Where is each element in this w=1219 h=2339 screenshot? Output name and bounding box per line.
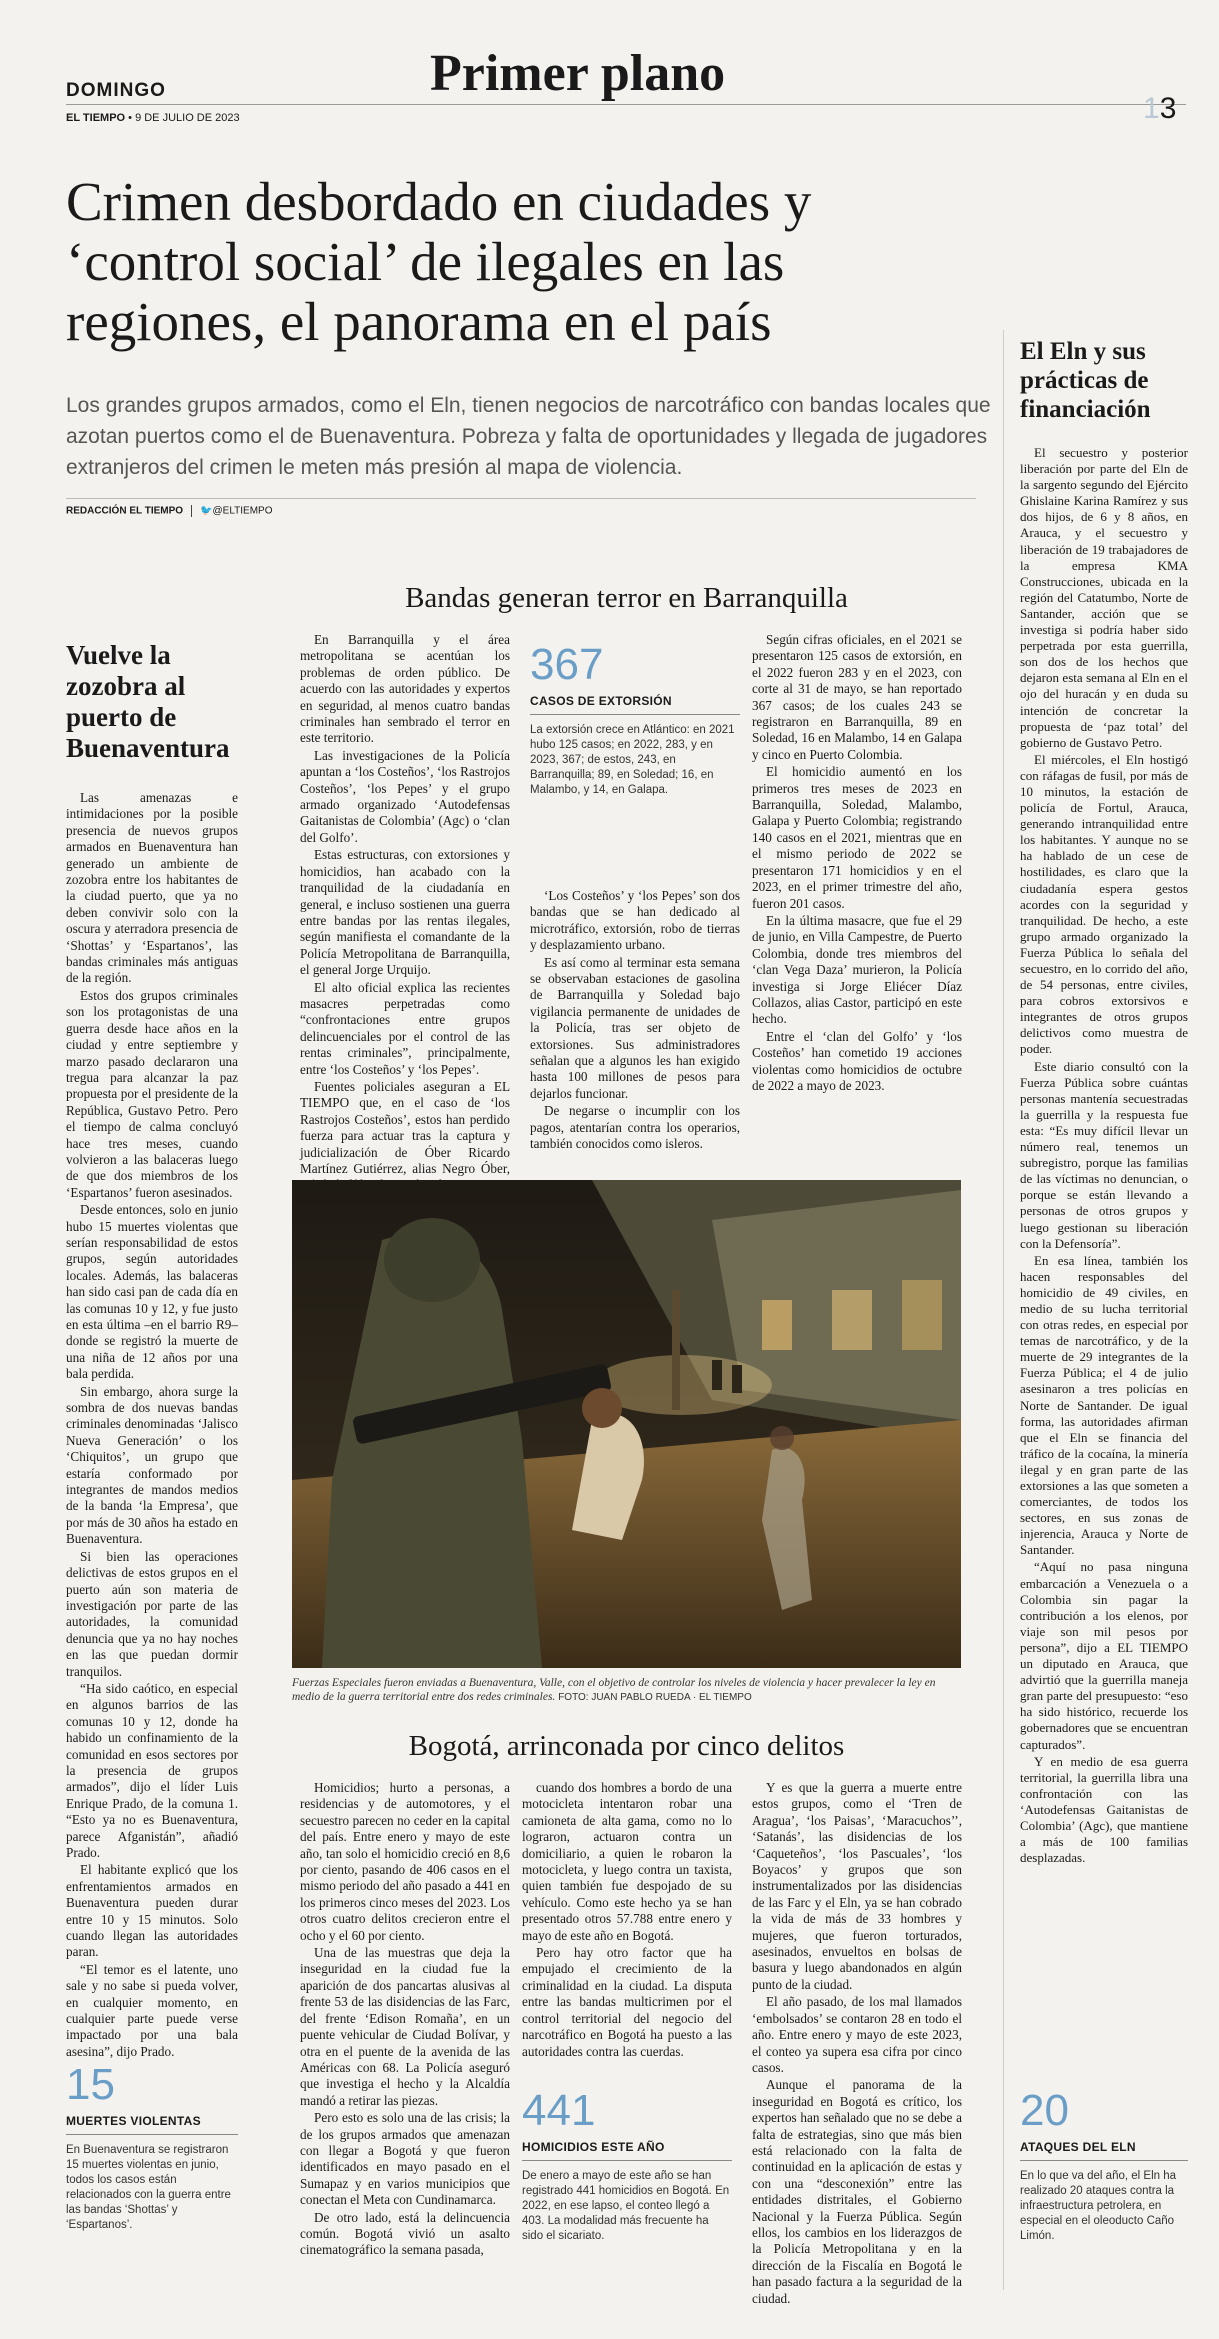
stat-number: 441 [522, 2086, 596, 2135]
paper-dateline [66, 112, 240, 124]
caption-text: Fuerzas Especiales fueron enviadas a Buenaventura, Valle, con el objetivo de controlar los niveles de violencia y hacer prevalecer la ley en medio de la guerra territorial entre dos redes criminales. [292, 1677, 936, 1703]
buenaventura-title: Vuelve la zozobra al puerto de Buenaventura [66, 640, 230, 763]
paragraph: El miércoles, el Eln hostigó con ráfagas de fusil, por más de 10 minutos, la estación de policía de Fortul, Arauca, generando intranquilidad entre los habitantes. Y aunque no se ha hablado de un cese de hostilidades, es claro que la ciudadanía espera gestos acordes con la seguridad y tranquilidad. De hecho, a este grupo armado organizado la Fuerza Pública lo señala del secuestro, en lo corrido del año, de 54 personas, entre civiles, para cobros extorsivos e integrantes de otros grupos delictivos como muestra de poder. [1020, 751, 1188, 1057]
news-photo [292, 1180, 961, 1668]
paper-name: EL TIEMPO [66, 112, 126, 124]
bogota-col2 [522, 1780, 732, 2061]
paragraph: De otro lado, está la delincuencia común. Bogotá vivió un asalto cinematográfico la semana pasada, [300, 2209, 510, 2258]
paragraph: Pero hay otro factor que ha empujado el crecimiento de la criminalidad en la ciudad. La disputa entre las bandas multicrimen por el control territorial del negocio del narcotráfico en Bogotá ha puesto a las autoridades contra las cuerdas. [522, 1945, 732, 2059]
stat-label: HOMICIDIOS ESTE AÑO [522, 2140, 665, 2154]
stat-rule [522, 2160, 732, 2161]
bogota-col1 [300, 1780, 510, 2260]
paragraph: Fuentes policiales aseguran a EL TIEMPO que, en el caso de ‘los Rastrojos Costeños’, estos han perdido fuerza para actuar tras la captura y judicialización de Óber Ricardo Martínez Gutiérrez, alias Negro Óber, [300, 1078, 510, 1176]
eln-body [1020, 445, 1188, 1867]
paragraph: En Barranquilla y el área metropolitana se acentúan los problemas de orden público. De acuerdo con las autoridades y expertos en seguridad, al menos cuatro bandas criminales han sembrado el terror en este territorio. [300, 632, 510, 746]
stat-number: 15 [66, 2060, 115, 2109]
stat-box-muertes [66, 2060, 238, 2233]
paragraph: Las amenazas e intimidaciones por la posible presencia de nuevos grupos armados en Buenaventura han generado un ambiente de zozobra entre los habitantes de la ciudad puerto, que ya no deben convivir solo con la oscura y aterradora presencia de ‘Shottas’ y ‘Espartanos’, las bandas criminales más antiguas de la región. [66, 790, 238, 986]
stat-box-ataques [1020, 2086, 1188, 2244]
paragraph: ‘Los Costeños’ y ‘los Pepes’ son dos bandas que se han dedicado al microtráfico, extorsión, robo de tierras y desplazamiento urbano. [530, 888, 740, 953]
paragraph: Estos dos grupos criminales son los protagonistas de una guerra desde hace años en la ciudad y entre septiembre y marzo pasado declararon una tregua para alcanzar la paz propuesta por el presidente de la República, Gustavo Petro. Pero el tiempo de calma concluyó hace tres meses, cuando volvieron a las balaceras luego de que dos miembros de los ‘Espartanos’ fueron asesinados. [66, 987, 238, 1200]
deck: Los grandes grupos armados, como el Eln, tienen negocios de narcotráfico con bandas locales que azotan puertos como el de Buenaventura. Pobreza y falta de oportunidades y llegada de jugadores extranjeros del crimen le meten más presión al mapa de violencia. [66, 394, 991, 479]
paragraph: “Ha sido caótico, en especial en algunos barrios de las comunas 10 y 12, donde ha habido un confinamiento de la comunidad en esos sectores por la presencia de grupos armados”, dijo el líder Luis Enrique Prado, de la comuna 1. “Esto ya no es Buenaventura, parece Afganistán”, añadió Prado. [66, 1680, 238, 1860]
header-rule [66, 104, 1186, 105]
barranquilla-col3 [752, 632, 962, 1095]
barranquilla-col2 [530, 888, 740, 1154]
paragraph: En la última masacre, que fue el 29 de junio, en Villa Campestre, de Puerto Colombia, donde tres miembros del ‘clan Vega Daza’ murieron, la Policía investiga si Jorge Eliécer Díaz Collazos, alias Castor, participó en este hecho. [752, 912, 962, 1027]
paragraph: Y es que la guerra a muerte entre estos grupos, como el ‘Tren de Aragua’, ‘los Paisas’, ‘Maracuchos’’, ‘Satanás’, las disidencias de los ‘Caqueteños’, ‘los Pascuales’, ‘los Boyacos’ y grupos que son instrumentalizados por las disidencias de las Farc y el Eln, ya se han cobrado la vida de más de 33 hombres y mujeres, que fueron torturados, asesinados, envueltos en bolsas de basura y luego abandonados en algún punto de la ciudad. [752, 1780, 962, 1992]
photo-caption [292, 1676, 961, 1705]
paragraph: Este diario consultó con la Fuerza Pública sobre cuántas personas mantenía secuestradas la guerrilla y la respuesta fue esta: “Es muy difícil llevar un número real, tenemos un subregistro, porque las familias de las víctimas no denuncian, o porque se están llevando a personas de otros grupos y luego gestionan su liberación con la Defensoría”. [1020, 1058, 1188, 1251]
paragraph: En esa línea, también los hacen responsables del homicidio de 49 civiles, en medio de su lucha territorial con otras redes, en especial por temas de narcotráfico, y de la muerte de 29 integrantes de la Fuerza Pública; el 4 de julio asesinaron a tres policías en Norte de Santander. De igual forma, las autoridades afirman que el Eln se financia del tráfico de la cocaína, la minería ilegal y en gran parte de las extorsiones a las que someten a comerciantes, de todos los sectores, en sus zonas de injerencia, Arauca y Norte de Santander. [1020, 1252, 1188, 1558]
page-number [1143, 92, 1176, 126]
paragraph: De negarse o incumplir con los pagos, atentarían contra los operarios, también conocidos como isleros. [530, 1103, 740, 1152]
paragraph: “Aquí no pasa ninguna embarcación a Venezuela o a Colombia sin pagar la contribución a los elenos, por viaje son mil pesos por persona”, dijo a EL TIEMPO un diputado en Arauca, que advirtió que la guerrilla maneja gran parte del presupuesto: “eso ha sido histórico, recuerde los gobernadores que se encuentran capturados”. [1020, 1559, 1188, 1752]
stat-box-extorsion [530, 640, 740, 798]
paragraph: Estas estructuras, con extorsiones y homicidios, han acabado con la tranquilidad de la ciudadanía en general, e incluso sostienen una guerra entre bandas por las rentas ilegales, según manifiesta el comandante de la Policía Metropolitana de Barranquilla, el general Jorge Urquijo. [300, 847, 510, 978]
paragraph: Si bien las operaciones delictivas de estos grupos en el puerto aún son materia de investigación por parte de las autoridades, la comunidad denuncia que ya no hay noches en las que puedan dormir tranquilos. [66, 1548, 238, 1679]
photo-illustration [292, 1180, 961, 1668]
stat-text: La extorsión crece en Atlántico: en 2021 hubo 125 casos; en 2022, 283, y en 2023, 367; de estos, 243, en Barranquilla; 89, en Soledad; 16, en Malambo, y 14, en Galapa. [530, 724, 735, 796]
paragraph: cuando dos hombres a bordo de una motocicleta intentaron robar una camioneta de alta gama, como no lo lograron, actuaron contra un domiciliario, a quien le robaron la motocicleta, y luego contra un taxista, quien también fue despojado de su vehículo. Como este hecho ya se han presentado otros 57.788 entre enero y mayo de este año en Bogotá. [522, 1780, 732, 1943]
paragraph: El alto oficial explica las recientes masacres perpetradas como “confrontaciones entre grupos delincuenciales por el control de las rentas criminales”, principalmente, entre ‘los Costeños’ y ‘los Pepes’. [300, 979, 510, 1077]
barranquilla-title: Bandas generan terror en Barranquilla [405, 582, 848, 614]
paragraph: Según cifras oficiales, en el 2021 se presentaron 125 casos de extorsión, en el 2022 fueron 283 y en el 2023, con corte al 31 de mayo, se han reportado 367 casos; de los cuales 243 se registraron en Barranquilla, 89 en Soledad, 16 en Malambo, 14 en Galapa y cinco en Puerto Colombia. [752, 632, 962, 762]
paragraph: Aunque el panorama de la inseguridad en Bogotá es crítico, los expertos han señalado que no se debe a falta de estrategias, sino que más bien está relacionado con la falta de continuidad en la aplicación de estas y con una “desconexión” entre las entidades distritales, el Gobierno Nacional y la Fuerza Pública. Según ellos, los cambios en los liderazgos de la Policía Metropolitana y en la dirección de la Fiscalía en Bogotá le han pasado factura a la seguridad de la ciudad. [752, 2077, 962, 2306]
stat-text: De enero a mayo de este año se han registrado 441 homicidios en Bogotá. En 2022, en ese lapso, el conteo llegó a 403. La modalidad más frecuente ha sido el sicariato. [522, 2170, 730, 2242]
stat-number: 20 [1020, 2086, 1069, 2135]
paragraph: El homicidio aumentó en los primeros tres meses de 2023 en Barranquilla, Soledad, Malambo, Galapa y Puerto Colombia; registrando 140 casos en el 2021, mientras que en el mismo periodo de 2022 se presentaron 171 homicidios y en el 2023, en el primer trimestre del año, fueron 201 casos. [752, 764, 962, 911]
paragraph: Entre el ‘clan del Golfo’ y ‘los Costeños’ han cometido 19 acciones violentas como homicidios de octubre de 2022 a mayo de 2023. [752, 1028, 962, 1093]
section-title: Primer plano [430, 45, 726, 102]
paragraph: Una de las muestras que deja la inseguridad en la ciudad fue la aparición de dos pancartas alusivas al frente 53 de las disidencias de las Farc, del frente ‘Edison Romaña’, en un puente vehicular de Ciudad Bolívar, y otra en el puente de la avenida de las Américas con 68. La Policía aseguró que investiga el hecho y la Alcaldía mandó a retirar las piezas. [300, 1945, 510, 2108]
byline-author: REDACCIÓN EL TIEMPO [66, 505, 184, 517]
stat-text: En lo que va del año, el Eln ha realizado 20 ataques contra la infraestructura petrolera, en especial en el oleoducto Caño Limón. [1020, 2170, 1177, 2242]
paragraph: Desde entonces, solo en junio hubo 15 muertes violentas que serían responsabilidad de estos grupos, según autoridades locales. Además, las balaceras han sido casi pan de cada día en las comunas 10 y 12, y fue justo en esta última –en el barrio R9– donde se registró la muerte de una niña de 12 años por una bala perdida. [66, 1202, 238, 1382]
paragraph: El año pasado, de los mal llamados ‘embolsados’ se contaron 28 en todo el año. Entre enero y mayo de este 2023, el conteo ya supera esa cifra por cinco casos. [752, 1994, 962, 2075]
paragraph: Sin embargo, ahora surge la sombra de dos nuevas bandas criminales denominadas ‘Jalisco Nueva Generación’ o los ‘Chiquitos’, un grupo que estaría conformado por integrantes de mandos medios de la banda ‘la Empresa’, que por más de 30 años ha estado en Buenaventura. [66, 1383, 238, 1547]
stat-label: ATAQUES DEL ELN [1020, 2140, 1136, 2154]
edition-day: DOMINGO [66, 80, 166, 101]
column-divider [1003, 330, 1004, 2290]
stat-rule [530, 714, 740, 715]
paragraph: Pero esto es solo una de las crisis; la de los grupos armados que amenazan con llegar a Bogotá y que fueron identificados en mayo pasado en el Sumapaz y en varios municipios que conectan el Meta con Cundinamarca. [300, 2110, 510, 2208]
paragraph: Homicidios; hurto a personas, a residencias y de automotores, y el secuestro parecen no ceder en la capital del país. Entre enero y mayo de este año, tan solo el homicidio creció en 8,6 por ciento, pasando de 406 casos en el mismo periodo del año pasado a 441 en los primeros cinco meses del 2023. Los otros cuatro delitos crecieron entre el ocho y el 60 por ciento. [300, 1780, 510, 1943]
barranquilla-col1 [300, 632, 510, 1195]
stat-text: En Buenaventura se registraron 15 muertes violentas en junio, todos los casos están relacionados con la guerra entre las bandas ‘Shottas’ y ‘Espartanos’. [66, 2144, 231, 2231]
paragraph: Es así como al terminar esta semana se observaban estaciones de gasolina de Barranquilla y Soledad bajo vigilancia permanente de unidades de la Policía, tras ser objeto de extorsiones. Sus administradores señalan que a algunos les han exigido hasta 100 millones de pesos para dejarlos funcionar. [530, 954, 740, 1101]
paragraph: Y en medio de esa guerra territorial, la guerrilla libra una confrontación con las ‘Autodefensas Gaitanistas de Colombia’ (Agc), que mantiene a más de 100 familias desplazadas. [1020, 1753, 1188, 1866]
main-headline: Crimen desbordado en ciudades y ‘control social’ de ilegales en las regiones, el panorama en el país [66, 171, 812, 352]
paragraph: “El temor es el latente, uno sale y no sabe si pueda volver, en cualquier momento, en cualquier parte puede verse impactado por una bala asesina”, dijo Prado. [66, 1961, 238, 2059]
byline-rule [66, 498, 976, 499]
bogota-col3 [752, 1780, 962, 2308]
paragraph: Las investigaciones de la Policía apuntan a ‘los Costeños’, ‘los Rastrojos Costeños’, ‘los Pepes’ y el grupo armado organizado ‘Autodefensas Gaitanistas de Colombia’ (Agc) o ‘clan del Golfo’. [300, 747, 510, 845]
bogota-title: Bogotá, arrinconada por cinco delitos [408, 1730, 845, 1762]
photo-credit: FOTO: JUAN PABLO RUEDA · EL TIEMPO [558, 1692, 752, 1703]
page-prefix: 1 [1143, 92, 1160, 125]
page-num: 3 [1159, 92, 1177, 125]
twitter-icon: 🐦 [200, 505, 213, 517]
stat-rule [1020, 2160, 1188, 2161]
paragraph: El secuestro y posterior liberación por parte del Eln de la sargento segundo del Ejército Ghislaine Karina Ramírez y sus dos hijos, de 6 y 8 años, en Arauca, y el secuestro y liberación de 19 trabajadores de la empresa KMA Construcciones, ubicada en la región del Catatumbo, Norte de Santander, acción que se investiga si podría haber sido perpetrada por esta guerrilla, son dos de los hechos que dejaron esta semana al Eln en el ojo del huracán y en duda su intención de concretar la propuesta de ‘paz total’ del gobierno de Gustavo Petro. [1020, 445, 1188, 750]
byline-twitter: @ELTIEMPO [212, 505, 273, 517]
stat-number: 367 [530, 640, 604, 689]
stat-box-homicidios [522, 2086, 732, 2244]
paragraph: El habitante explicó que los enfrentamientos armados en Buenaventura pueden durar entre 10 y 15 minutos. Solo cuando llegan las autoridades paran. [66, 1862, 238, 1960]
stat-rule [66, 2134, 238, 2135]
byline [66, 505, 272, 517]
eln-title: El Eln y sus prácticas de financiación [1020, 338, 1151, 423]
stat-label: CASOS DE EXTORSIÓN [530, 694, 672, 708]
buenaventura-body [66, 790, 238, 2061]
stat-label: MUERTES VIOLENTAS [66, 2114, 201, 2128]
paper-date: • 9 DE JULIO DE 2023 [128, 112, 240, 124]
